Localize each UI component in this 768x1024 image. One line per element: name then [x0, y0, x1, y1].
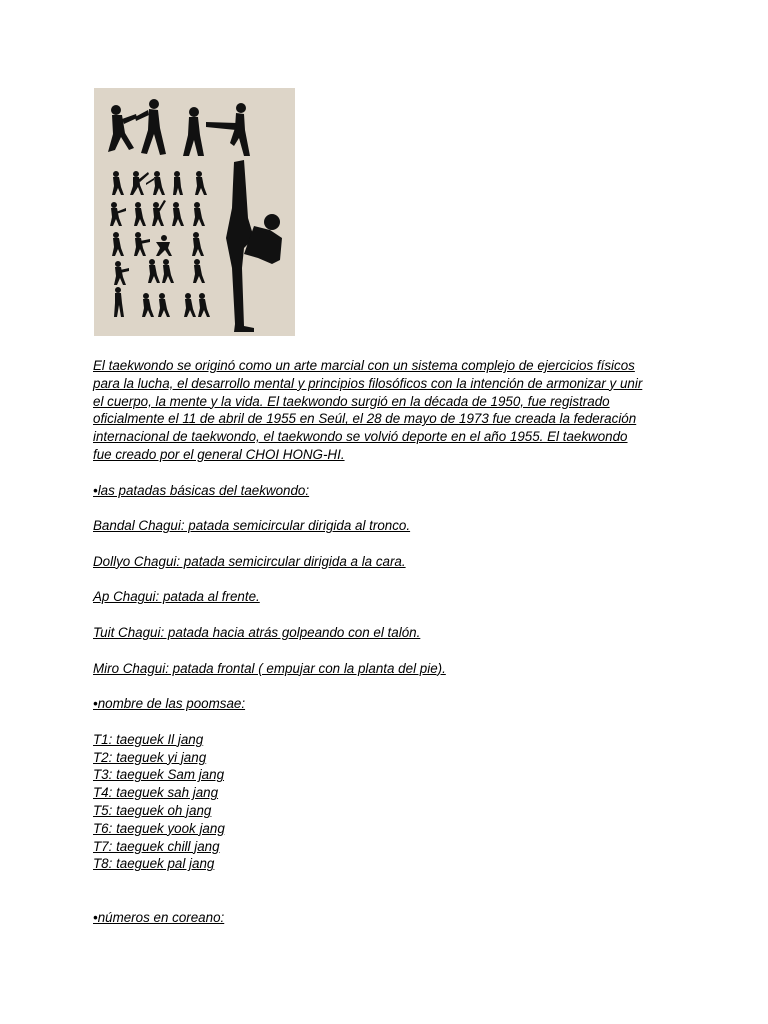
kick-item: Dollyo Chagui: patada semicircular dirigida a la cara.: [93, 553, 406, 569]
intro-line: para la lucha, el desarrollo mental y principios filosóficos con la intención de armonizar y unir: [93, 375, 643, 391]
numbers-heading: •números en coreano:: [93, 909, 225, 925]
poomsae-item: T8: taeguek pal jang: [93, 856, 215, 872]
intro-line: fue creado por el general CHOI HONG-HI.: [93, 446, 345, 462]
poomsae-item: T3: taeguek Sam jang: [93, 767, 225, 783]
taekwondo-silhouettes-image: [94, 88, 295, 336]
poomsae-item: T6: taeguek yook jang: [93, 820, 225, 836]
poomsae-heading: •nombre de las poomsae:: [93, 696, 246, 712]
intro-line: internacional de taekwondo, el taekwondo se volvió deporte en el año 1955. El taekwondo: [93, 429, 628, 445]
kicks-heading: •las patadas básicas del taekwondo:: [93, 482, 310, 498]
kick-item: Ap Chagui: patada al frente.: [93, 589, 260, 605]
poomsae-item: T4: taeguek sah jang: [93, 785, 219, 801]
martial-arts-silhouettes-icon: [94, 88, 295, 336]
poomsae-item: T5: taeguek oh jang: [93, 802, 212, 818]
kick-item: Tuit Chagui: patada hacia atrás golpeando con el talón.: [93, 624, 421, 640]
intro-line: oficialmente el 11 de abril de 1955 en Seúl, el 28 de mayo de 1973 fue creada la federación: [93, 411, 637, 427]
intro-line: El taekwondo se originó como un arte marcial con un sistema complejo de ejercicios físicos: [93, 358, 635, 373]
kick-item: Miro Chagui: patada frontal ( empujar con la planta del pie).: [93, 660, 446, 676]
poomsae-item: T1: taeguek Il jang: [93, 731, 204, 747]
kick-item: Bandal Chagui: patada semicircular dirigida al tronco.: [93, 518, 411, 534]
poomsae-item: T2: taeguek yi jang: [93, 749, 207, 765]
intro-line: el cuerpo, la mente y la vida. El taekwondo surgió en la década de 1950, fue registrado: [93, 393, 610, 409]
document-body: [93, 357, 683, 927]
poomsae-item: T7: taeguek chill jang: [93, 838, 220, 854]
